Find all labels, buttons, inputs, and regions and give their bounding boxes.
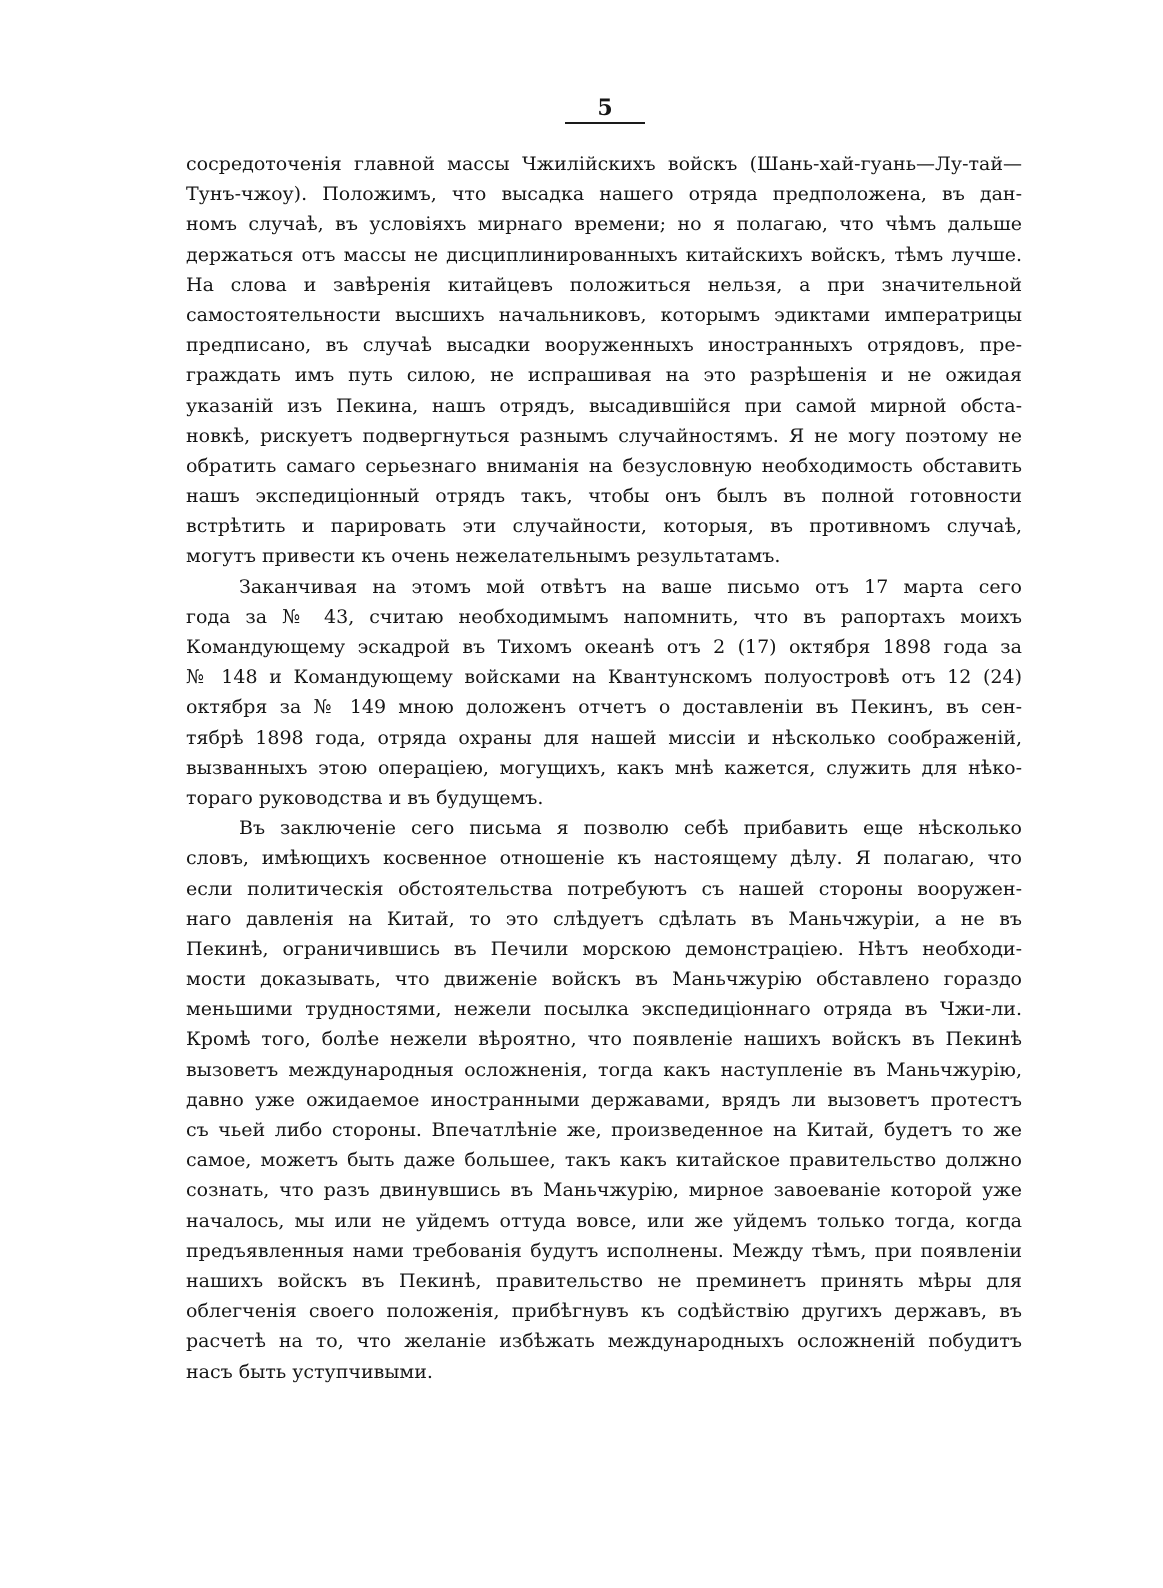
body-text [186,149,1022,1387]
text-line: насъ быть уступчивыми. [186,1360,433,1383]
text-line: Тунъ-чжоу). Положимъ, что высадка нашего отряда предположена, въ дан- [186,183,1022,206]
text-line: облегченія своего положенія, прибѣгнувъ къ содѣйствію другихъ державъ, въ [186,1300,1022,1323]
text-line: тораго руководства и въ будущемъ. [186,786,544,809]
text-line: Заканчивая на этомъ мой отвѣтъ на ваше письмо отъ 17 марта сего [239,575,1022,598]
page-number-rule [565,122,645,124]
text-line: предписано, въ случаѣ высадки вооруженныхъ иностранныхъ отрядовъ, пре- [186,334,1022,357]
text-line: меньшими трудностями, нежели посылка экспедиціоннаго отряда въ Чжи-ли. [186,998,1022,1021]
text-line: расчетѣ на то, что желаніе избѣжать международныхъ осложненій побудитъ [186,1330,1022,1353]
text-line: года за № 43, считаю необходимымъ напомнить, что въ рапортахъ моихъ [186,605,1022,628]
text-line: Въ заключеніе сего письма я позволю себѣ прибавить еще нѣсколько [239,817,1022,840]
text-line: мости доказывать, что движеніе войскъ въ Маньчжурію обставлено гораздо [186,968,1022,991]
text-line: граждать имъ путь силою, не испрашивая на это разрѣшенія и не ожидая [186,364,1022,387]
text-line: нашихъ войскъ въ Пекинѣ, правительство не преминетъ принять мѣры для [186,1269,1022,1292]
page-number: 5 [597,95,613,121]
text-line: съ чьей либо стороны. Впечатлѣніе же, произведенное на Китай, будетъ то же [186,1119,1022,1141]
text-line: сознать, что разъ двинувшись въ Маньчжурію, мирное завоеваніе которой уже [186,1179,1022,1202]
text-line: давно уже ожидаемое иностранными державами, врядъ ли вызоветъ протестъ [186,1088,1022,1111]
text-line: вызоветъ международныя осложненія, тогда какъ наступленіе въ Маньчжурію, [186,1058,1022,1081]
text-line: началось, мы или не уйдемъ оттуда вовсе, или же уйдемъ только тогда, когда [186,1209,1022,1232]
text-line: На слова и завѣренія китайцевъ положиться нельзя, а при значительной [186,273,1022,296]
text-line: указаній изъ Пекина, нашъ отрядъ, высадившійся при самой мирной обста- [186,394,1022,417]
text-line: наго давленія на Китай, то это слѣдуетъ сдѣлать въ Маньчжуріи, а не въ [186,907,1022,930]
text-line: держаться отъ массы не дисциплинированныхъ китайскихъ войскъ, тѣмъ лучше. [186,243,1022,266]
text-line: сосредоточенія главной массы Чжилійскихъ войскъ (Шань-хай-гуань—Лу-тай— [186,153,1022,175]
text-line: самое, можетъ быть даже большее, такъ какъ китайское правительство должно [186,1149,1022,1172]
text-line: октября за № 149 мною доложенъ отчетъ о доставленіи въ Пекинъ, въ сен- [186,696,1022,719]
text-line: предъявленныя нами требованія будутъ исполнены. Между тѣмъ, при появленіи [186,1239,1022,1262]
text-line: Пекинѣ, ограничившись въ Печили морскою демонстраціею. Нѣтъ необходи- [186,937,1022,960]
text-line: обратить самаго серьезнаго вниманія на безусловную необходимость обставить [186,454,1022,477]
text-line: новкѣ, рискуетъ подвергнуться разнымъ случайностямъ. Я не могу поэтому не [186,424,1022,447]
text-line: нашъ экспедиціонный отрядъ такъ, чтобы онъ былъ въ полной готовности [186,485,1022,508]
text-line: вызванныхъ этою операціею, могущихъ, какъ мнѣ кажется, служить для нѣко- [186,756,1022,779]
text-line: Командующему эскадрой въ Тихомъ океанѣ отъ 2 (17) октября 1898 года за [186,636,1022,658]
text-line: самостоятельности высшихъ начальниковъ, которымъ эдиктами императрицы [186,303,1022,326]
text-line: если политическія обстоятельства потребуютъ съ нашей стороны вооружен- [186,877,1022,900]
text-line: номъ случаѣ, въ условіяхъ мирнаго времени; но я полагаю, что чѣмъ дальше [186,213,1022,236]
text-line: встрѣтить и парировать эти случайности, которыя, въ противномъ случаѣ, [186,515,1022,538]
text-line: Кромѣ того, болѣе нежели вѣроятно, что появленіе нашихъ войскъ въ Пекинѣ [186,1028,1022,1051]
text-line: могутъ привести къ очень нежелательнымъ результатамъ. [186,545,781,568]
text-line: словъ, имѣющихъ косвенное отношеніе къ настоящему дѣлу. Я полагаю, что [186,847,1022,870]
text-line: № 148 и Командующему войсками на Квантунскомъ полуостровѣ отъ 12 (24) [186,666,1022,689]
text-line: тябрѣ 1898 года, отряда охраны для нашей миссіи и нѣсколько соображеній, [186,726,1022,749]
